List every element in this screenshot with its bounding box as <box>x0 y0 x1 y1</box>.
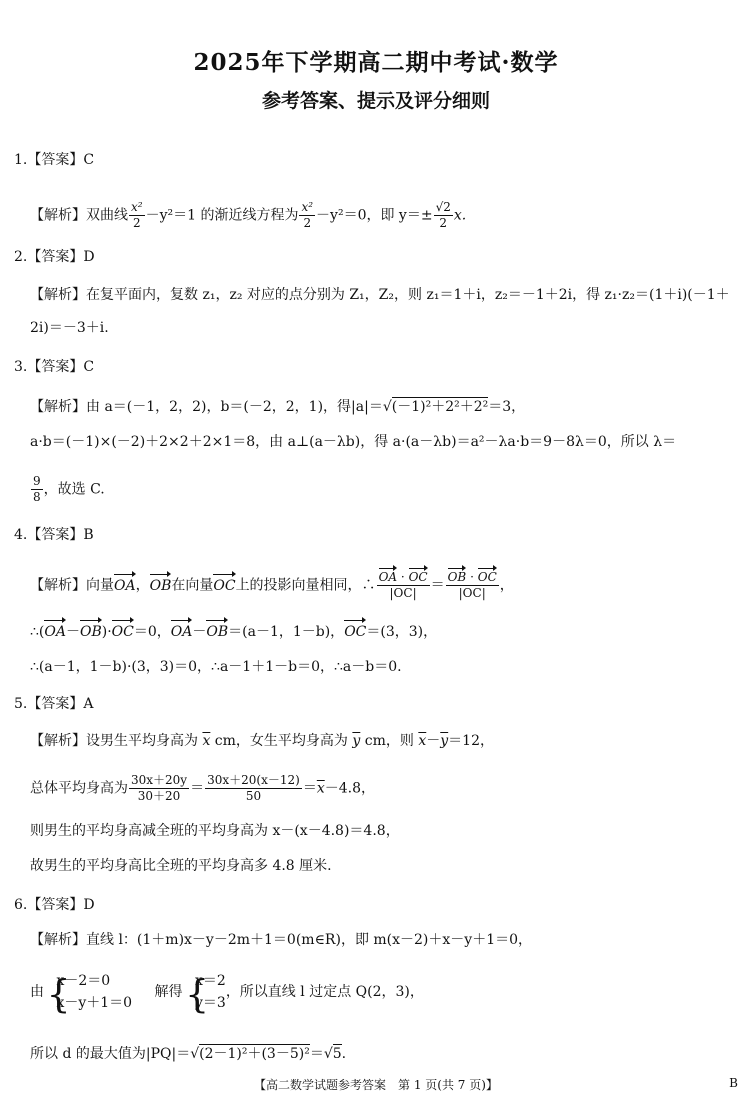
q6-analysis-line2: 由 { x－2＝0 x－y＋1＝0 解得 { x＝2 y＝3 ，所以直线 l 过定点 Q(2，3)， <box>30 970 424 1014</box>
page-footer: 【高二数学试题参考答案 第 1 页(共 7 页)】 <box>254 1078 498 1092</box>
q4-frac-1: $\frac{OA \cdot OC}{|OC|}$ <box>378 570 428 600</box>
q4-answer: 4.【答案】B <box>14 527 94 543</box>
q6-system-1: { x－2＝0 x－y＋1＝0 <box>48 970 132 1014</box>
q6-answer: 6.【答案】D <box>14 897 95 913</box>
q3-analysis-line3: $\frac{9}{8}$ ，故选 C. <box>33 474 105 504</box>
q5-analysis-line4: 故男生的平均身高比全班的平均身高多 4.8 厘米. <box>30 858 332 874</box>
q6-system-2: { x＝2 y＝3 <box>187 970 226 1014</box>
q3-analysis-line1: 【解析】由 a＝(－1，2，2)，b＝(－2，2，1)，得|a|＝√(－1)²＋2²＋2²＝3， <box>30 399 526 415</box>
q1-frac-3: $\frac{√2}{2}$ <box>435 200 451 230</box>
q2-analysis-line2: 2i)＝－3＋i. <box>30 320 109 336</box>
q1-frac-2: $\frac{\text{x²}}{2}$ <box>301 200 314 230</box>
q6-analysis-line3: 所以 d 的最大值为|PQ|＝√(2－1)²＋(3－5)²＝√5. <box>30 1046 347 1062</box>
q5-analysis-line3: 则男生的平均身高减全班的平均身高为 x－(x－4.8)＝4.8， <box>30 823 400 839</box>
q3-answer: 3.【答案】C <box>14 359 95 375</box>
q5-frac-2: $\frac{30x+20(x-12)}{50}$ <box>207 773 300 803</box>
q3-frac: $\frac{9}{8}$ <box>33 474 41 504</box>
q1-answer: 1.【答案】C <box>14 152 95 168</box>
q4-analysis-line3: ∴(a－1，1－b)·(3，3)＝0，∴a－1＋1－b＝0，∴a－b＝0. <box>30 659 402 675</box>
page-subtitle: 参考答案、提示及评分细则 <box>261 90 490 112</box>
q1-analysis: 【解析】双曲线 $\frac{\text{x²}}{2}$ －y²＝1 的渐近线方程为 $\frac{\text{x²}}{2}$ －y²＝0，即 y＝± $\frac{√2}{2}$ x. <box>30 200 467 230</box>
q2-analysis-line1: 【解析】在复平面内，复数 z₁，z₂ 对应的点分别为 Z₁，Z₂，则 z₁＝1＋i，z₂＝－1＋2i，得 z₁·z₂＝(1＋i)(－1＋ <box>30 287 730 303</box>
q1-frac-1: $\frac{\text{x²}}{2}$ <box>131 200 143 230</box>
q4-frac-2: $\frac{OB \cdot OC}{|OC|}$ <box>447 570 497 600</box>
paper-version-mark: B <box>729 1076 738 1090</box>
q4-analysis-line1: 【解析】向量OA，OB在向量OC上的投影向量相同，∴ $\frac{OA \cdot OC}{|OC|}$ ＝ $\frac{OB \cdot OC}{|OC|}$ ， <box>30 570 514 600</box>
q5-frac-1: $\frac{30x+20y}{30+20}$ <box>131 773 188 803</box>
page-title: 2025年下学期高二期中考试·数学 <box>193 49 559 76</box>
q4-analysis-line2: ∴(OA－OB)·OC＝0，OA－OB＝(a－1，1－b)，OC＝(3，3)， <box>30 624 438 640</box>
q5-answer: 5.【答案】A <box>14 696 94 712</box>
q2-answer: 2.【答案】D <box>14 249 95 265</box>
q3-analysis-line2: a·b＝(－1)×(－2)＋2×2＋2×1＝8，由 a⊥(a－λb)，得 a·(a－λb)＝a²－λa·b＝9－8λ＝0，所以 λ＝ <box>30 434 677 450</box>
q6-analysis-line1: 【解析】直线 l：(1＋m)x－y－2m＋1＝0(m∈R)，即 m(x－2)＋x－y＋1＝0， <box>30 932 533 948</box>
q5-analysis-line2: 总体平均身高为 $\frac{30x+20y}{30+20}$ ＝ $\frac{30x+20(x-12)}{50}$ $=\overline{x}-4.8$， <box>30 773 375 803</box>
q5-analysis-line1: 【解析】设男生平均身高为 $\overline{x}$ cm，女生平均身高为 $\overline{y}$ cm，则 $\overline{x}-\overline{y}=12$， <box>30 733 494 749</box>
